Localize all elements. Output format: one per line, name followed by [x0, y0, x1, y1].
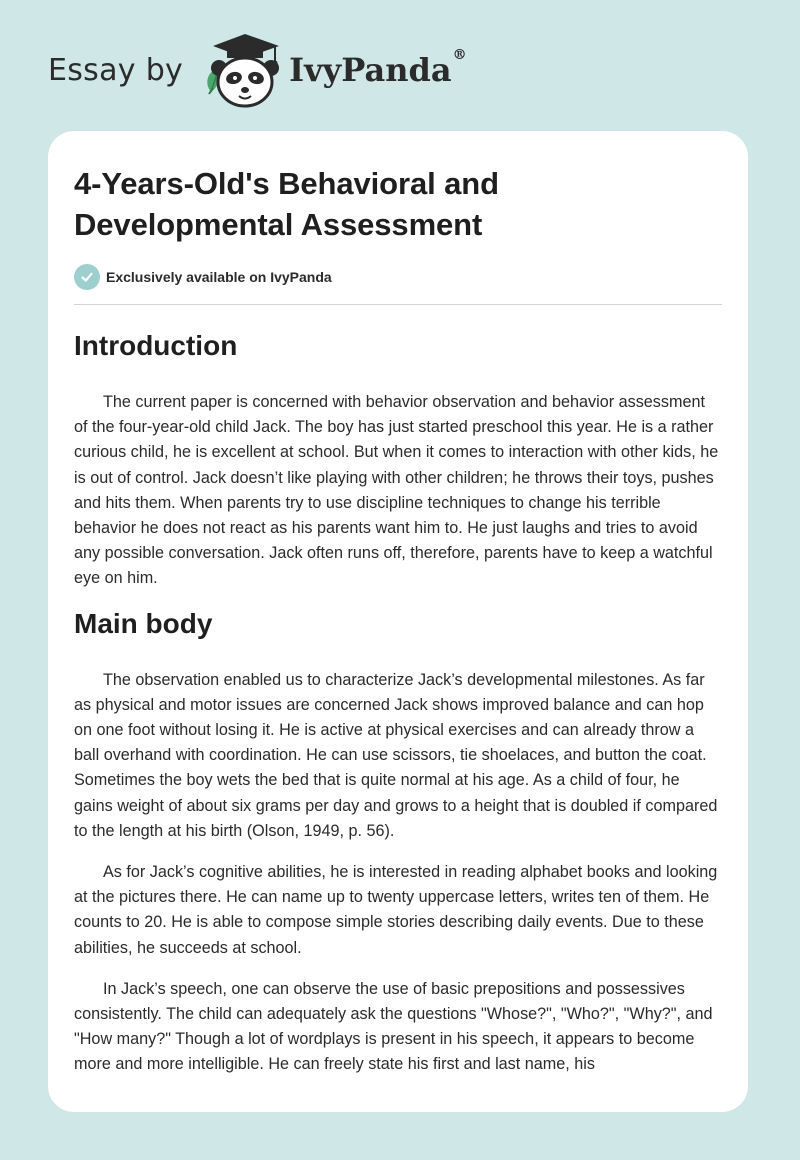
divider: [74, 304, 722, 305]
paragraph-speech: In Jack’s speech, one can observe the use of basic prepositions and possessives consistently. The child can adequately ask the questions "Whose?", "Who?", "Why?", and "How many?" Though a lot of wordplays is present in his speech, it appears to become more and more intelligible. He can freely state his first and last name, his: [74, 979, 713, 1074]
title-line-2: Developmental Assessment: [74, 207, 483, 242]
section-heading-introduction: Introduction: [74, 330, 238, 361]
registered-mark: ®: [452, 47, 467, 63]
check-icon: [74, 264, 100, 290]
title-line-1: 4-Years-Old's Behavioral and: [74, 166, 499, 201]
site-header: [48, 30, 467, 110]
article-card: [48, 131, 748, 1112]
paragraph-introduction: The current paper is concerned with behavior observation and behavior assessment of the four-year-old child Jack. The boy has just started preschool this year. He is a rather curious child, he is excellent at school. But when it comes to interaction with other kids, he is out of control. Jack doesn’t like playing with other children; he throws their toys, pushes and hits them. When parents try to use discipline techniques to change his terrible behavior he does not react as his parents want him to. He just laughs and tries to avoid any possible conversation. Jack often runs off, therefore, parents have to keep a watchful eye on him.: [74, 393, 719, 588]
brand-name[interactable]: IvyPanda®: [289, 47, 467, 89]
panda-graduate-icon[interactable]: [197, 30, 287, 110]
paragraph-physical-development: The observation enabled us to characterize Jack’s developmental milestones. As far as physical and motor issues are concerned Jack shows improved balance and can hop on one foot without losing it. He is active at physical exercises and can already throw a ball overhand with coordination. He can use scissors, tie shoelaces, and button the coat. Sometimes the boy wets the bed that is quite normal at his age. As a child of four, he gains weight of about six grams per day and grows to a height that is doubled if compared to the length at his birth (Olson, 1949, p. 56).: [74, 670, 718, 840]
exclusive-badge: [74, 264, 722, 290]
paragraph-cognitive-abilities: As for Jack’s cognitive abilities, he is interested in reading alphabet books and looking at the pictures there. He can name up to twenty uppercase letters, writes ten of them. He counts to 20. He is able to compose simple stories describing daily events. Due to these abilities, he succeeds at school.: [74, 863, 718, 957]
exclusive-badge-text: Exclusively available on IvyPanda: [106, 269, 332, 285]
essay-by-label: Essay by: [48, 52, 184, 88]
section-heading-main-body: Main body: [74, 607, 213, 639]
article-title: [74, 163, 722, 245]
